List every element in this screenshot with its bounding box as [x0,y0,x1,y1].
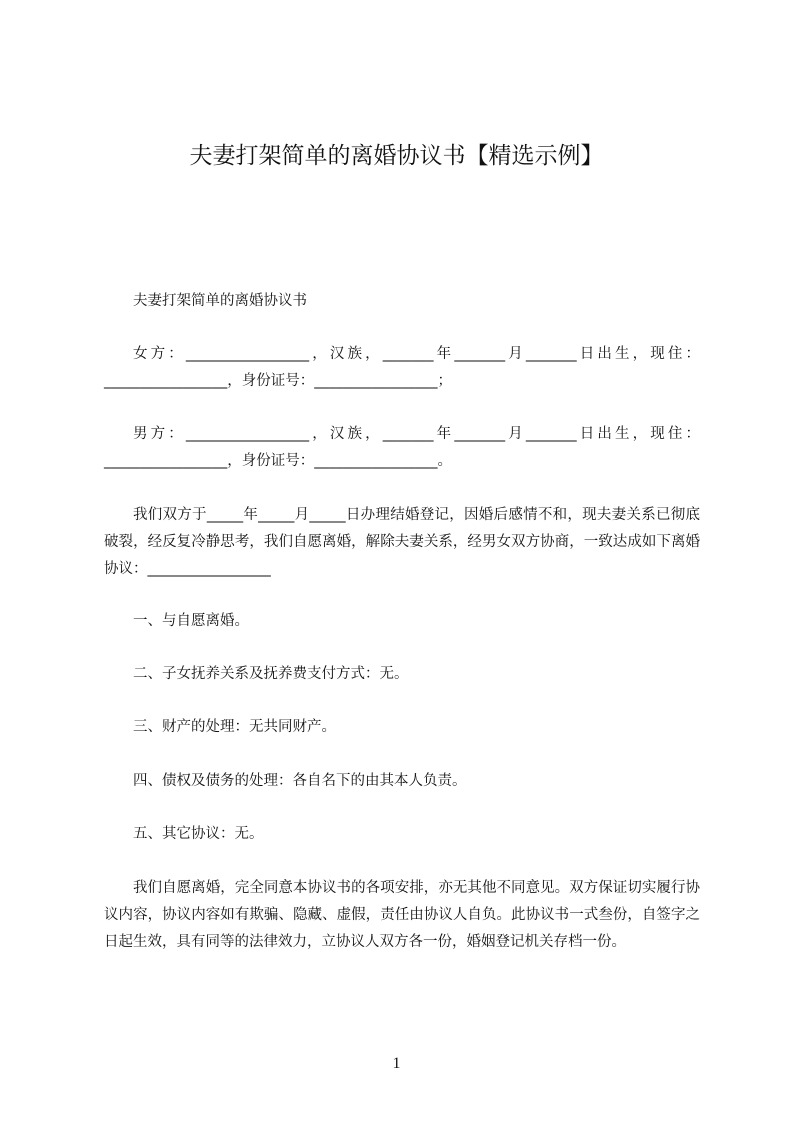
male-party-paragraph: 男方：_________________，汉族，_______年_______月_______日出生，现住：_________________，身份证号：_________________。 [104,426,700,469]
intro-paragraph: 我们双方于_____年_____月_____日办理结婚登记，因婚后感情不和，现夫妻关系已彻底破裂，经反复冷静思考，我们自愿离婚，解除夫妻关系，经男女双方协商，一致达成如下离婚协议：_________________ [104,507,700,577]
clause-4: 四、债权及债务的处理：各自名下的由其本人负责。 [133,773,467,789]
document-title: 夫妻打架简单的离婚协议书【精选示例】 [189,143,604,169]
clause-1: 一、与自愿离婚。 [133,613,249,629]
clause-2: 二、子女抚养关系及抚养费支付方式：无。 [133,666,409,682]
closing-paragraph: 我们自愿离婚，完全同意本协议书的各项安排，亦无其他不同意见。双方保证切实履行协议内容，协议内容如有欺骗、隐藏、虚假，责任由协议人自负。此协议书一式叁份，自签字之日起生效，具有同等的法律效力，立协议人双方各一份，婚姻登记机关存档一份。 [104,880,700,950]
page-number: 1 [392,1055,401,1072]
clause-3: 三、财产的处理：无共同财产。 [133,719,336,735]
document-subtitle: 夫妻打架简单的离婚协议书 [133,293,307,309]
female-party-paragraph: 女方：_________________，汉族，_______年_______月_______日出生，现住：_________________，身份证号：_________________； [104,346,700,389]
clause-5: 五、其它协议：无。 [133,826,264,842]
